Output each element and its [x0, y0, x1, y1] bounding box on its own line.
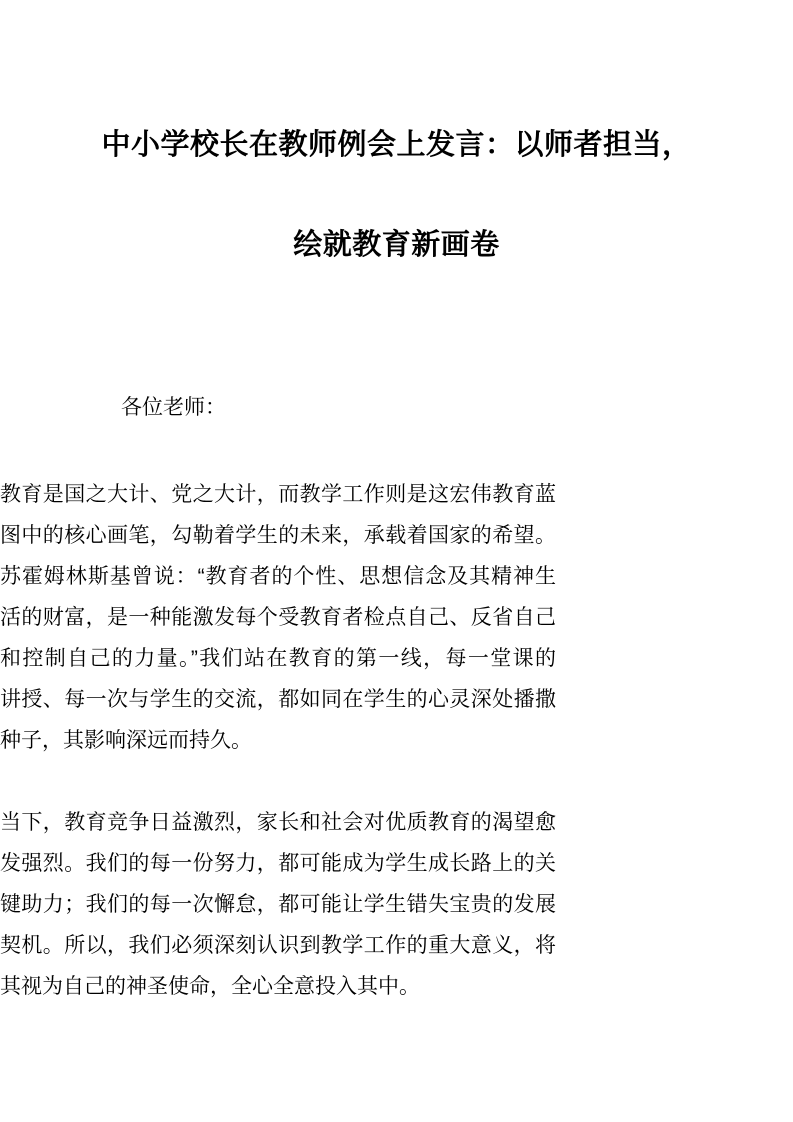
paragraph-2-line: 键助力；我们的每一次懈怠，都可能让学生错失宝贵的发展 — [0, 893, 556, 916]
paragraph-1-line: 和控制自己的力量。”我们站在教育的第一线，每一堂课的 — [0, 647, 556, 670]
paragraph-1-line: 图中的核心画笔，勾勒着学生的未来，承载着国家的希望。 — [0, 524, 556, 547]
paragraph-1-line: 苏霍姆林斯基曾说：“教育者的个性、思想信念及其精神生 — [0, 565, 556, 588]
paragraph-2-line: 契机。所以，我们必须深刻认识到教学工作的重大意义，将 — [0, 934, 556, 957]
paragraph-2 — [0, 802, 556, 1007]
paragraph-1 — [0, 474, 556, 761]
paragraph-2-line: 发强烈。我们的每一份努力，都可能成为学生成长路上的关 — [0, 852, 556, 875]
greeting-line: 各位老师： — [121, 396, 226, 419]
paragraph-1-line: 活的财富，是一种能激发每个受教育者检点自己、反省自己 — [0, 606, 556, 629]
paragraph-1-line: 讲授、每一次与学生的交流，都如同在学生的心灵深处播撒 — [0, 688, 556, 711]
paragraph-2-line: 当下，教育竞争日益激烈，家长和社会对优质教育的渴望愈 — [0, 811, 556, 834]
paragraph-2-line: 其视为自己的神圣使命，全心全意投入其中。 — [0, 975, 420, 998]
document-title-line-2: 绘就教育新画卷 — [293, 229, 500, 261]
paragraph-1-line: 种子，其影响深远而持久。 — [0, 729, 252, 752]
paragraph-1-line: 教育是国之大计、党之大计，而教学工作则是这宏伟教育蓝 — [0, 483, 556, 506]
document-title-line-1: 中小学校长在教师例会上发言：以师者担当， — [101, 129, 692, 161]
